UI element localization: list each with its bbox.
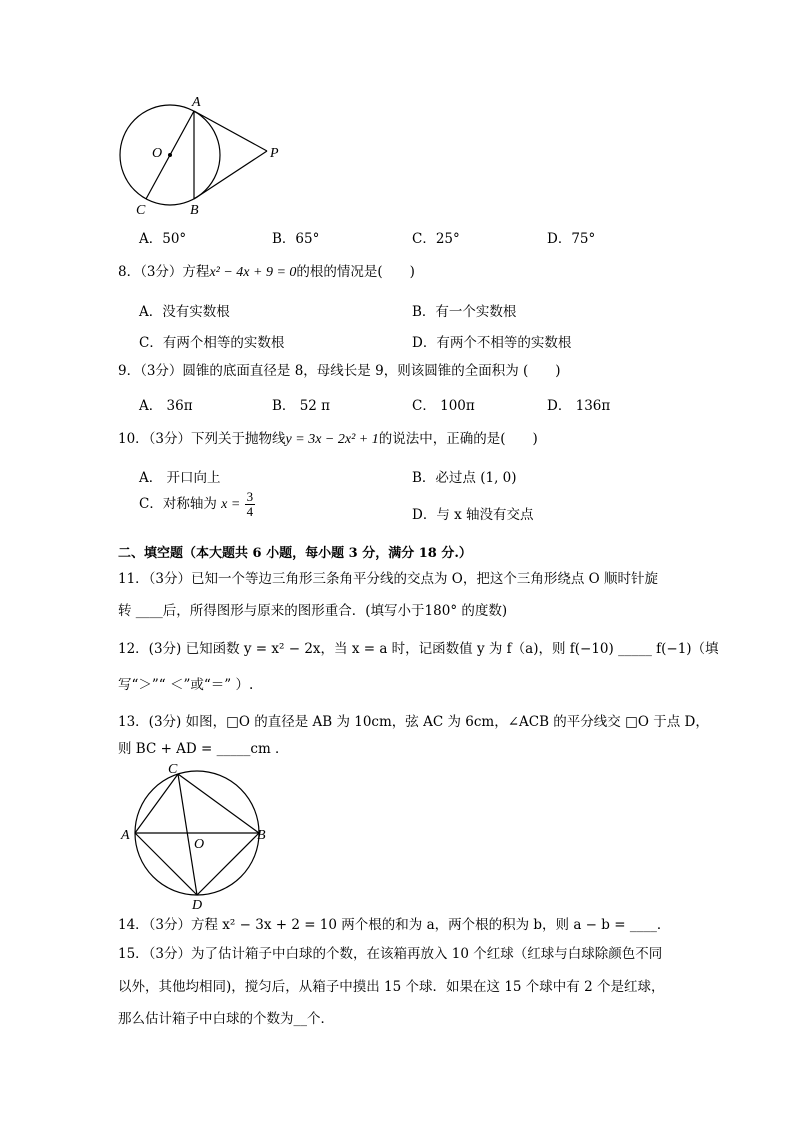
label-o: O [152, 146, 163, 161]
label-a: A [192, 95, 201, 110]
q10-c-eq: x = [221, 497, 241, 512]
q8-option-b: B．有一个实数根 [412, 304, 517, 320]
q10-c-text: C．对称轴为 [139, 496, 217, 512]
label-b: B [257, 828, 266, 843]
q14-stem: 14．（3分）方程 x² − 3x + 2 = 10 两个根的和为 a，两个根的积为 b，则 a − b = ____． [118, 917, 671, 933]
q7-option-b: B．65° [272, 231, 320, 247]
q10-option-d: D．与 x 轴没有交点 [412, 507, 534, 523]
q11-line1: 11．（3分）已知一个等边三角形三条角平分线的交点为 O，把这个三角形绕点 O 顺时针旋 [118, 571, 659, 587]
q15-line1: 15．（3分）为了估计箱子中白球的个数，在该箱再放入 10 个红球（红球与白球除颜色不同 [118, 946, 663, 962]
label-c: C [136, 203, 146, 218]
q8-option-a: A．没有实数根 [139, 304, 230, 320]
chord-bd [197, 833, 259, 895]
chord-cd [178, 774, 197, 895]
figure-circle-tangents [110, 90, 300, 220]
q10-equation: y = 3x − 2x² + 1 [285, 432, 379, 447]
q9-stem: 9．（3分）圆锥的底面直径是 8，母线长是 9，则该圆锥的全面积为 ( ) [118, 363, 561, 379]
figure-circle-quadrilateral [115, 760, 275, 910]
q9-option-d: D． 136π [547, 398, 611, 414]
q11-line2: 转 ____后，所得图形与原来的图形重合．(填写小于180° 的度数) [118, 603, 508, 619]
label-a: A [121, 828, 130, 843]
q10-option-b: B．必过点 (1, 0) [412, 470, 517, 486]
label-c: C [168, 762, 178, 777]
q7-option-c: C．25° [412, 231, 460, 247]
q10-suffix: 的说法中，正确的是( ) [378, 431, 538, 447]
label-p: P [270, 146, 279, 161]
chord-cb [178, 774, 259, 833]
q12-line2: 写“＞”“ ＜”或“＝” ）. [118, 677, 254, 693]
q15-line3: 那么估计箱子中白球的个数为__个． [118, 1011, 334, 1027]
center-point [168, 153, 172, 157]
q10-stem [118, 430, 538, 449]
q8-option-c: C．有两个相等的实数根 [139, 335, 285, 351]
q12-line1: 12．(3分) 已知函数 y = x² − 2x，当 x = a 时，记函数值 y 为 f（a)，则 f(−10) _____ f(−1)（填 [118, 641, 719, 657]
chord-ad [135, 833, 197, 895]
q10-option-a: A． 开口向上 [139, 470, 221, 486]
fraction-numerator: 3 [246, 489, 254, 504]
tangent-pa [194, 111, 267, 151]
q8-equation: x² − 4x + 9 = 0 [209, 265, 297, 280]
q13-line2: 则 BC + AD = _____cm ． [118, 741, 289, 757]
q8-prefix: 8．（3分）方程 [118, 264, 210, 280]
q7-option-d: D．75° [547, 231, 596, 247]
tangent-pb [194, 151, 267, 199]
label-b: B [190, 203, 199, 218]
q9-option-b: B． 52 π [272, 398, 331, 414]
q15-line2: 以外，其他均相同)，搅匀后，从箱子中摸出 15 个球．如果在这 15 个球中有 2 个是红球， [118, 979, 665, 995]
section-title-fill-blank: 二、填空题（本大题共 6 小题，每小题 3 分，满分 18 分.） [118, 546, 472, 561]
q13-line1: 13．(3分) 如图，□O 的直径是 AB 为 10cm，弦 AC 为 6cm，∠ACB 的平分线交 □O 于点 D， [118, 714, 709, 730]
q8-suffix: 的根的情况是( ) [296, 264, 415, 280]
label-d: D [192, 898, 203, 910]
label-o: O [194, 837, 205, 852]
chord-ac [135, 774, 178, 833]
fraction-denominator: 4 [246, 504, 254, 519]
q10-prefix: 10．（3分）下列关于抛物线 [118, 431, 286, 447]
q9-option-c: C． 100π [412, 398, 475, 414]
q9-option-a: A． 36π [139, 398, 193, 414]
q8-option-d: D．有两个不相等的实数根 [412, 335, 572, 351]
q10-option-c [139, 490, 255, 519]
q10-c-fraction [245, 490, 256, 519]
q8-stem [118, 263, 415, 282]
q7-option-a: A．50° [139, 231, 187, 247]
